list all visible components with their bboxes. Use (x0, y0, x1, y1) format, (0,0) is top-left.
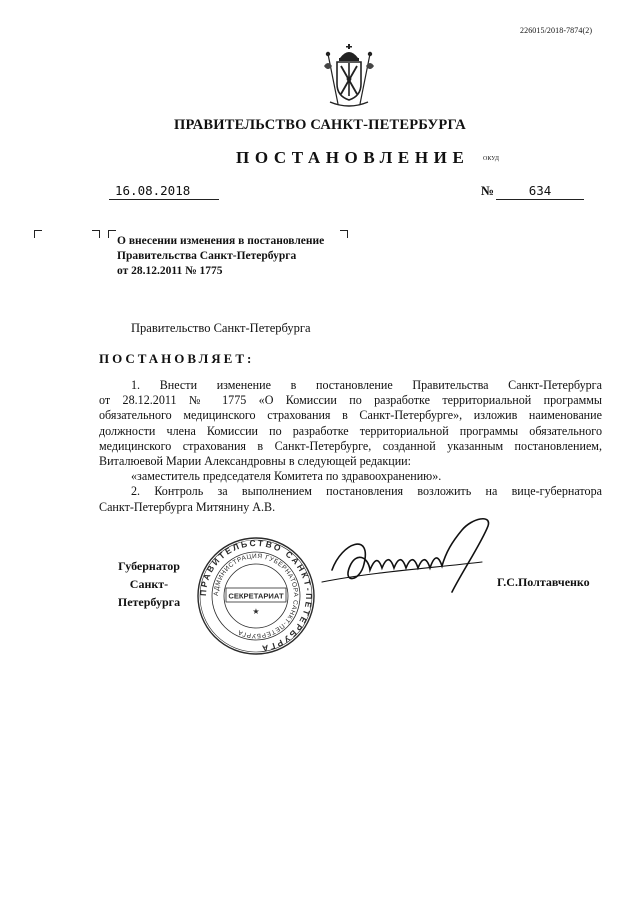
governor-title (99, 557, 199, 611)
coat-of-arms-icon (318, 44, 380, 108)
body-line: Санкт-Петербурга Митянину А.В. (99, 499, 276, 514)
title-line: от 28.12.2011 № 1775 (117, 265, 223, 277)
body-line: 1. Внести изменение в постановление Правительства Санкт-Петербурга (131, 378, 602, 392)
decree-date: 16.08.2018 (109, 182, 219, 200)
governor-title-line: Санкт-Петербурга (117, 577, 181, 609)
body-line: медицинского страхования в Санкт-Петербурге, созданной указанным постановлением, (99, 438, 602, 453)
body-line: обязательного медицинского страхования в Санкт-Петербурге», изложив наименование (99, 408, 602, 423)
resolves-heading: ПОСТАНОВЛЯЕТ: (99, 351, 255, 366)
official-seal-stamp (196, 536, 316, 656)
body-line: 2. Контроль за выполнением постановления возложить на вице-губернатора (131, 484, 602, 499)
document-registration-number: 226015/2018-7874(2) (520, 26, 593, 35)
body-line: Виталюевой Марии Александровны в следующей редакции: (99, 454, 412, 469)
decree-body (99, 378, 602, 515)
corner-mark (34, 230, 42, 238)
seal-outer-text: ПРАВИТЕЛЬСТВО САНКТ-ПЕТЕРБУРГА (197, 537, 315, 654)
intro-text: Правительство Санкт-Петербурга (131, 321, 311, 335)
svg-text:★: ★ (252, 607, 260, 616)
governor-name: Г.С.Полтавченко (497, 575, 590, 589)
body-quote: «заместитель председателя Комитета по здравоохранению». (131, 469, 442, 484)
body-line: от 28.12.2011 № 1775 «О Комиссии по разработке территориальной программы (99, 393, 602, 408)
corner-mark (92, 230, 100, 238)
title-line: Правительства Санкт-Петербурга (117, 250, 297, 262)
decree-number: 634 (496, 182, 584, 200)
decree-title (117, 234, 357, 279)
seal-center-text: СЕКРЕТАРИАТ (228, 591, 284, 601)
government-heading: ПРАВИТЕЛЬСТВО САНКТ-ПЕТЕРБУРГА (174, 117, 466, 133)
seal-inner-text: АДМИНИСТРАЦИЯ ГУБЕРНАТОРА САНКТ-ПЕТЕРБУРГА (212, 552, 300, 640)
number-sign: № (481, 183, 495, 198)
corner-mark (108, 230, 116, 238)
title-line: О внесении изменения в постановление (117, 235, 325, 247)
governor-title-line: Губернатор (118, 559, 180, 573)
okud-label: ОКУД (483, 156, 499, 162)
governor-signature (312, 512, 502, 602)
document-type-heading: ПОСТАНОВЛЕНИЕ (236, 148, 470, 167)
body-line: должности члена Комиссии по разработке территориальной программы обязательного (99, 423, 602, 438)
